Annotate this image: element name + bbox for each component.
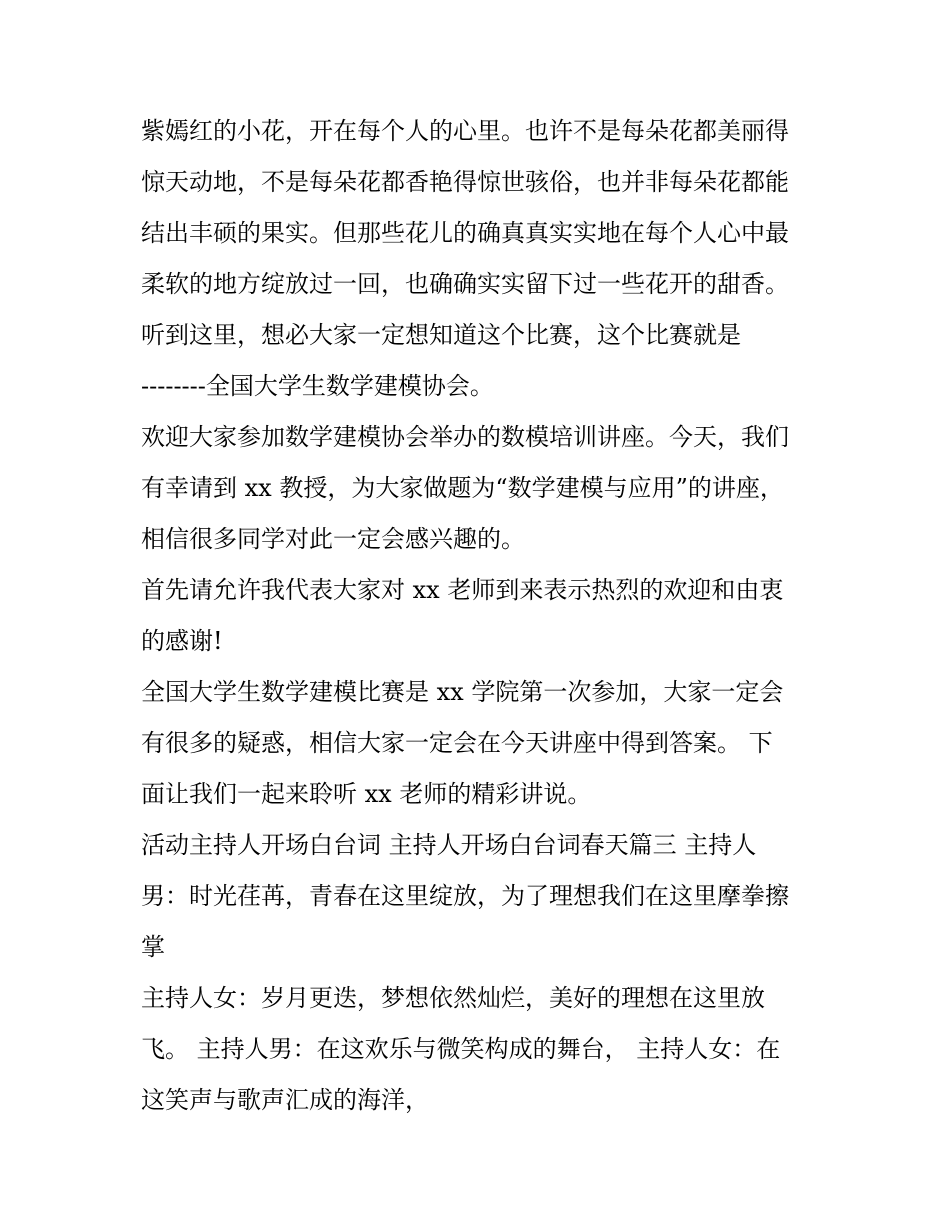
text-line: 飞。 主持人男：在这欢乐与微笑构成的舞台， 主持人女：在 (141, 1035, 781, 1063)
text-line: 这笑声与歌声汇成的海洋， (141, 1086, 429, 1114)
text-line: 首先请允许我代表大家对 xx 老师到来表示热烈的欢迎和由衷 (141, 576, 784, 604)
text-line: 主持人女：岁月更迭，梦想依然灿烂，美好的理想在这里放 (141, 984, 765, 1012)
text-line: 柔软的地方绽放过一回，也确确实实留下过一些花开的甜香。 (141, 270, 789, 298)
text-line: 的感谢! (141, 627, 223, 655)
text-line: 全国大学生数学建模比赛是 xx 学院第一次参加，大家一定会 (141, 678, 784, 706)
text-line: 结出丰硕的果实。但那些花儿的确真真实实地在每个人心中最 (141, 219, 789, 247)
text-line: 面让我们一起来聆听 xx 老师的精彩讲说。 (141, 780, 592, 808)
text-line: --------全国大学生数学建模协会。 (141, 372, 494, 400)
text-line: 欢迎大家参加数学建模协会举办的数模培训讲座。今天，我们 (141, 423, 789, 451)
text-line: 惊天动地，不是每朵花都香艳得惊世骇俗，也并非每朵花都能 (141, 168, 789, 196)
text-line: 紫嫣红的小花，开在每个人的心里。也许不是每朵花都美丽得 (141, 117, 789, 145)
text-line: 掌 (141, 933, 165, 961)
text-line: 活动主持人开场白台词 主持人开场白台词春天篇三 主持人 (141, 831, 757, 859)
text-line: 相信很多同学对此一定会感兴趣的。 (141, 525, 525, 553)
text-line: 听到这里，想必大家一定想知道这个比赛，这个比赛就是 (141, 321, 741, 349)
text-line: 男：时光荏苒，青春在这里绽放，为了理想我们在这里摩拳擦 (141, 882, 789, 910)
text-line: 有幸请到 xx 教授，为大家做题为“数学建模与应用”的讲座， (141, 474, 784, 502)
text-line: 有很多的疑惑，相信大家一定会在今天讲座中得到答案。 下 (141, 729, 773, 757)
document-body (141, 109, 821, 1129)
